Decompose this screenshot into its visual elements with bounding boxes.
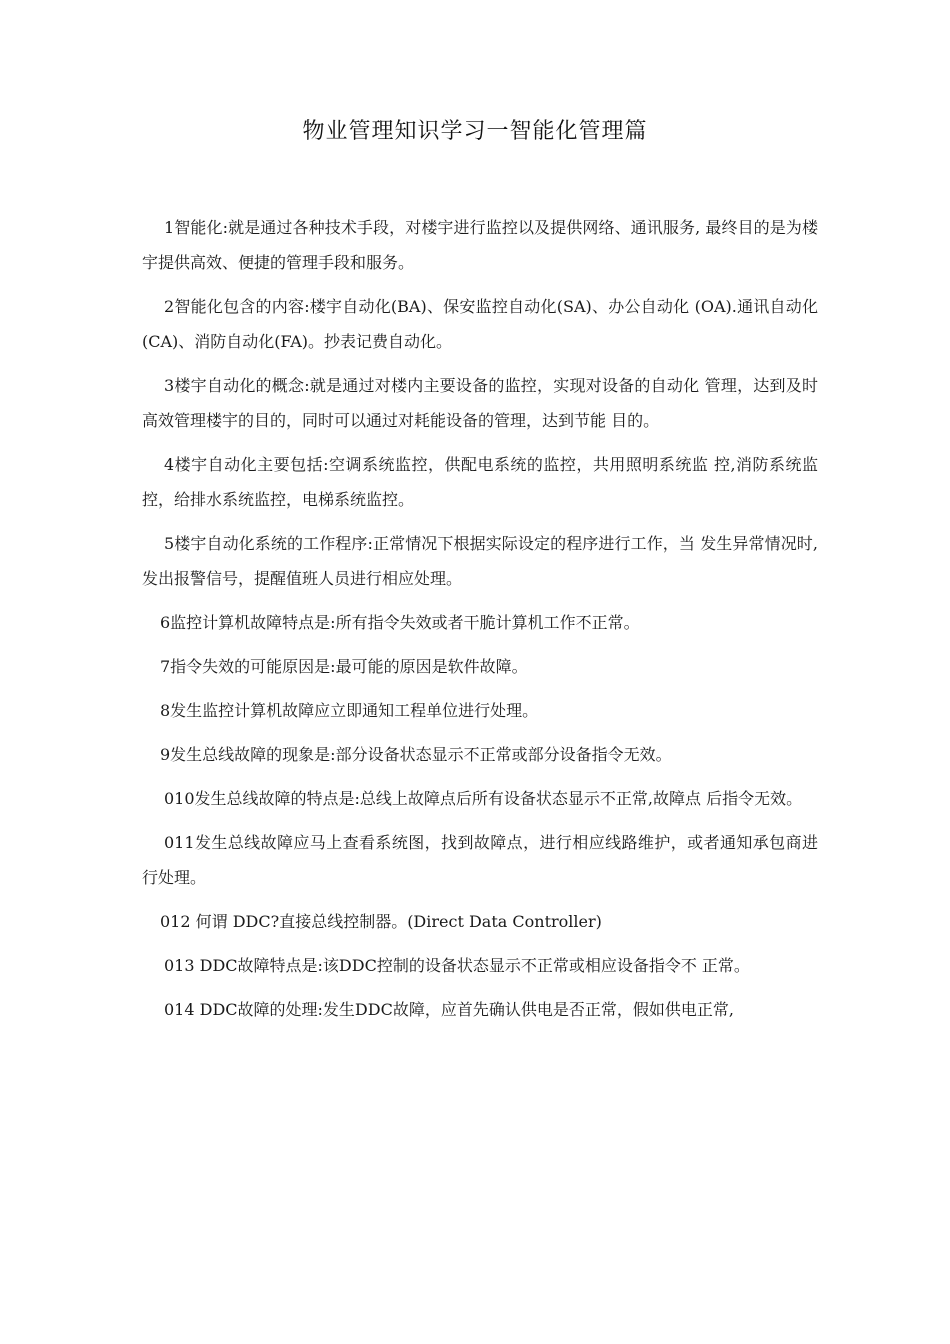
paragraph-11: 011发生总线故障应马上查看系统图，找到故障点，进行相应线路维护，或者通知承包商进行处理。 <box>142 833 818 887</box>
paragraph-10: 010发生总线故障的特点是:总线上故障点后所有设备状态显示不正常,故障点 后指令无效。 <box>164 789 803 808</box>
paragraph-6: 6监控计算机故障特点是:所有指令失效或者干脆计算机工作不正常。 <box>160 613 640 632</box>
paragraph-9: 9发生总线故障的现象是:部分设备状态显示不正常或部分设备指令无效。 <box>160 745 672 764</box>
paragraph-8: 8发生监控计算机故障应立即通知工程单位进行处理。 <box>160 701 539 720</box>
paragraph-3: 3楼宇自动化的概念:就是通过对楼内主要设备的监控，实现对设备的自动化 管理，达到及时高效管理楼宇的目的，同时可以通过对耗能设备的管理，达到节能 目的。 <box>142 376 818 430</box>
paragraph-4: 4楼宇自动化主要包括:空调系统监控，供配电系统的监控，共用照明系统监 控,消防系统监控，给排水系统监控，电梯系统监控。 <box>142 455 818 509</box>
paragraph-1: 1智能化:就是通过各种技术手段，对楼宇进行监控以及提供网络、通讯服务, 最终目的是为楼宇提供高效、便捷的管理手段和服务。 <box>142 218 818 272</box>
paragraph-2: 2智能化包含的内容:楼宇自动化(BA)、保安监控自动化(SA)、办公自动化 (OA).通讯自动化(CA)、消防自动化(FA)。抄表记费自动化。 <box>142 297 818 351</box>
paragraph-14: 014 DDC故障的处理:发生DDC故障，应首先确认供电是否正常，假如供电正常, <box>164 1000 734 1019</box>
document-body <box>142 210 818 1036</box>
paragraph-12: 012 何谓 DDC?直接总线控制器。(Direct Data Controller) <box>160 912 602 931</box>
paragraph-13: 013 DDC故障特点是:该DDC控制的设备状态显示不正常或相应设备指令不 正常。 <box>164 956 750 975</box>
document-title: 物业管理知识学习一智能化管理篇 <box>302 119 648 144</box>
paragraph-7: 7指令失效的可能原因是:最可能的原因是软件故障。 <box>160 657 528 676</box>
paragraph-5: 5楼宇自动化系统的工作程序:正常情况下根据实际设定的程序进行工作，当 发生异常情况时,发出报警信号，提醒值班人员进行相应处理。 <box>142 534 818 588</box>
